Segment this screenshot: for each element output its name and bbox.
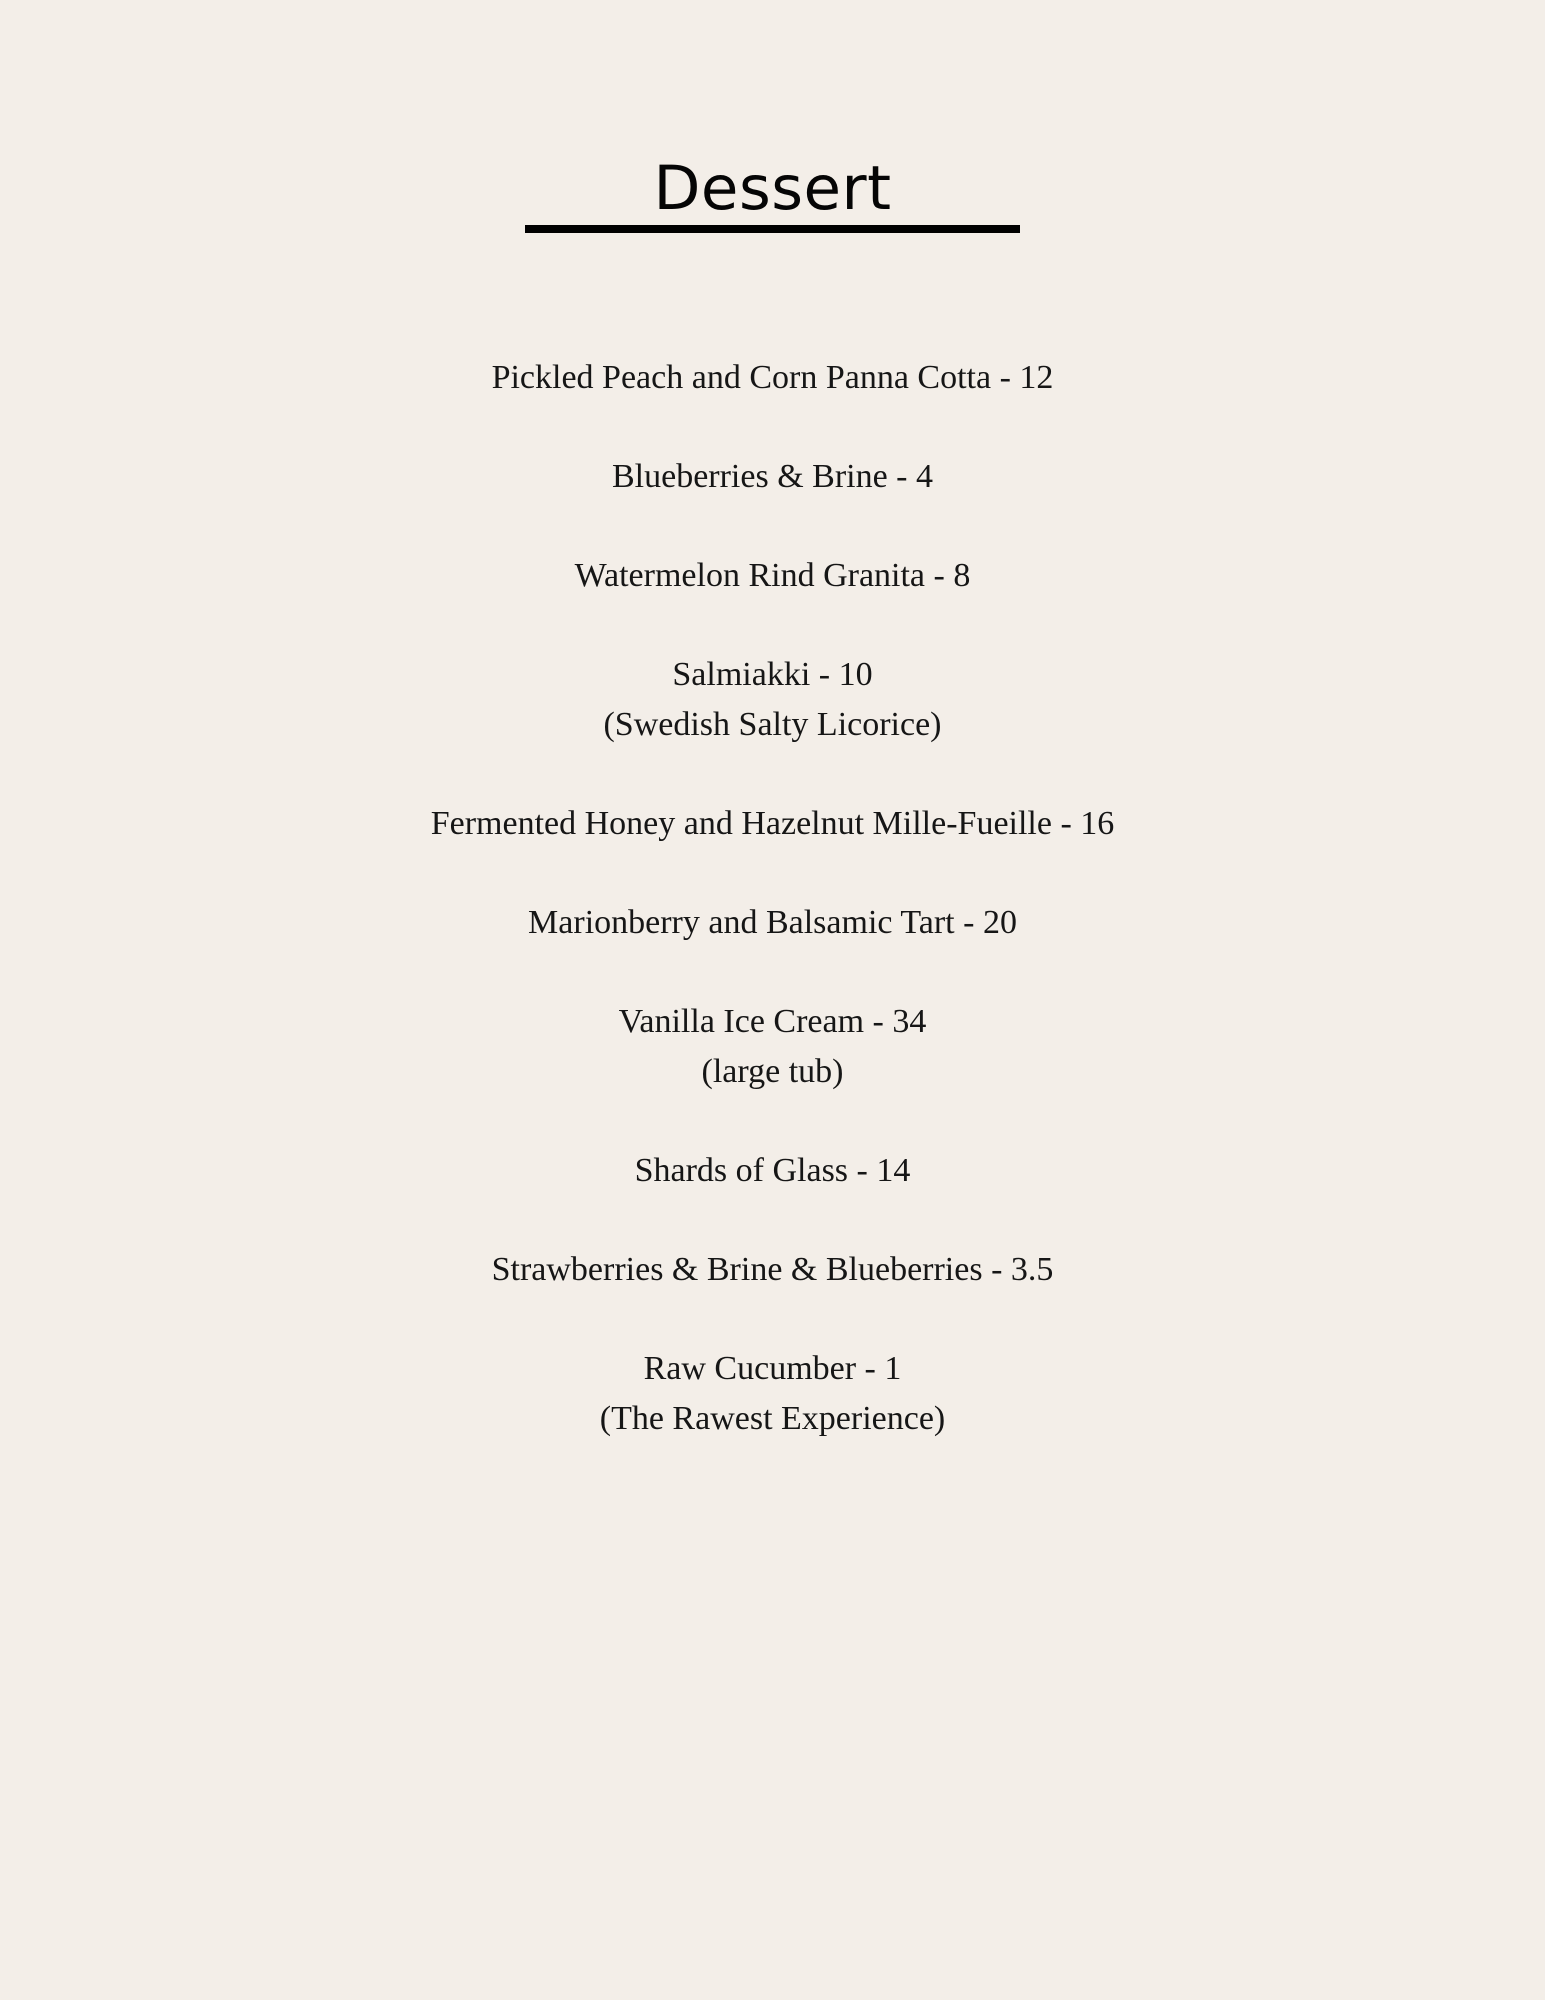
- menu-title: Dessert: [653, 153, 892, 224]
- dessert-list: [0, 353, 1545, 1493]
- menu-item: [0, 551, 1545, 601]
- menu-item-name-price: Salmiakki - 10: [672, 656, 873, 693]
- menu-item-name-price: Shards of Glass - 14: [634, 1152, 911, 1189]
- menu-item-name-price: Marionberry and Balsamic Tart - 20: [528, 904, 1017, 941]
- menu-item-note: (The Rawest Experience): [599, 1400, 946, 1437]
- menu-item: [0, 997, 1545, 1097]
- menu-item-name-price: Blueberries & Brine - 4: [611, 458, 934, 495]
- menu-item-name-price: Strawberries & Brine & Blueberries - 3.5: [491, 1251, 1054, 1288]
- menu-item-name-price: Pickled Peach and Corn Panna Cotta - 12: [491, 359, 1054, 396]
- menu-item-note: (large tub): [701, 1053, 844, 1090]
- menu-item: [0, 898, 1545, 948]
- menu-item: [0, 452, 1545, 502]
- menu-item: [0, 1245, 1545, 1295]
- menu-item-name-price: Watermelon Rind Granita - 8: [574, 557, 971, 594]
- title-underline: [525, 225, 1020, 233]
- menu-item: [0, 1146, 1545, 1196]
- menu-item-name-price: Vanilla Ice Cream - 34: [618, 1003, 927, 1040]
- menu-item-note: (Swedish Salty Licorice): [603, 706, 942, 743]
- menu-item: [0, 1344, 1545, 1444]
- menu-item-name-price: Raw Cucumber - 1: [643, 1350, 902, 1387]
- menu-item: [0, 650, 1545, 750]
- menu-item: [0, 799, 1545, 849]
- menu-item: [0, 353, 1545, 403]
- menu-item-name-price: Fermented Honey and Hazelnut Mille-Fueille - 16: [430, 805, 1115, 842]
